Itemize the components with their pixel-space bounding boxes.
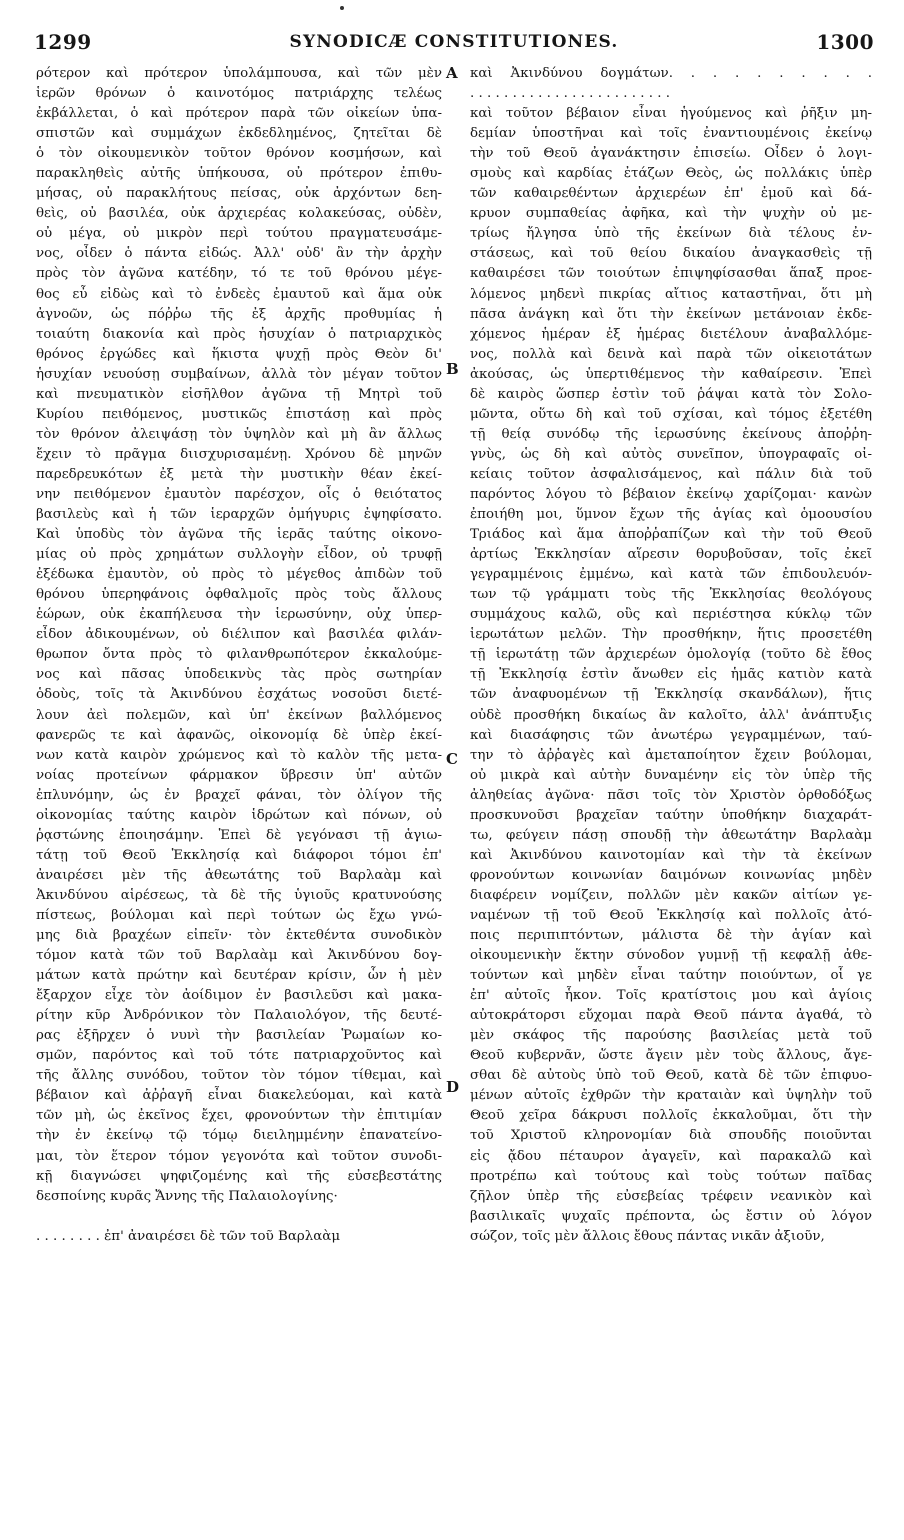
right-column-line: Θεοῦ χεῖρα δάκρυσι πολλοῖς ἐκκαλοῦμαι, ὅτι τὴν: [470, 1108, 872, 1124]
right-column-line: οὐδὲ προσθήκη δικαίως ἂν καλοῖτο, ἀλλ' ἀνάπτυξις: [470, 707, 872, 723]
left-column-line: μάτων κατὰ πρώτην καὶ δευτέραν κρίσιν, ὧν ἡ μὲν: [36, 968, 442, 984]
left-column-line: τὸν θρόνον ἀλειψάσῃ τὸν ὑψηλὸν καὶ μὴ ἂν ἄλλως: [36, 426, 442, 442]
left-column-line: μης διὰ βραχέων εἰπεῖν· τὸν ἐκτεθέντα συνοδικὸν: [36, 928, 442, 944]
right-column-line: μὲν σκάφος τῆς παρούσης βασιλείας μετὰ τοῦ: [470, 1028, 872, 1044]
left-column-line: μίας οὐ πρὸς χρημάτων συλλογὴν εἶδον, οὐ τρυφῇ: [36, 547, 442, 563]
page-number-left: 1299: [34, 30, 92, 54]
running-title: SYNODICÆ CONSTITUTIONES.: [289, 32, 619, 52]
right-column-line: δὲ καιρὸς ὥσπερ ἐστὶν τοῦ ῥάψαι κατὰ τὸν Σολο-: [470, 386, 872, 402]
right-column-line: τῶν ἀναφυομένων τῇ Ἐκκλησίᾳ σκανδάλων), ἥτις: [470, 687, 872, 703]
right-column-line: στάσεως, καὶ τοῦ θείου δικαίου ἀναγκασθεὶς τῇ: [470, 246, 872, 262]
right-column-line: ἐποιήθη μοι, ὕμνον ἔχων τῆς ἁγίας καὶ ὁμοουσίου: [470, 507, 872, 523]
right-column-line: κείαις τοῦτον ἀσφαλισάμενος, καὶ πάλιν διὰ τοῦ: [470, 466, 872, 482]
right-column-line: ἱερωτάτων μελῶν. Τὴν προσθήκην, ἥτις προσετέθη: [470, 627, 872, 643]
left-column-line: ἑώρων, οὐκ ἐκαπήλευσα τὴν ἱερωσύνην, οὐχ ὑπερ-: [36, 607, 442, 623]
left-column-line: τοιαύτη διακονία καὶ πρὸς ἡσυχίαν ὁ πατριαρχικὸς: [36, 326, 442, 342]
left-column-line: ὁ τὸν οἰκουμενικὸν τοῦτον θρόνον κοσμήσων, καὶ: [36, 146, 442, 162]
left-column-line: ἀγνοῶν, ὡς πόῤῥω τῆς ἐξ ἀρχῆς προθυμίας ἡ: [36, 306, 442, 322]
left-column-line: [36, 1207, 442, 1227]
left-column-line: τόμον κατὰ τῶν τοῦ Βαρλαὰμ καὶ Ἀκινδύνου δογ-: [36, 948, 442, 964]
right-column-line: τῶν καθαιρεθέντων ἀρχιερέων ἐπ' ἐμοῦ καὶ δά-: [470, 186, 872, 202]
left-column-line: θρόνος ἐργώδες καὶ ἥκιστα ψυχῇ πρὸς Θεὸν δι': [36, 346, 442, 362]
right-column-line: καὶ Ἀκινδύνου δογμάτων. . . . . . . . . .: [470, 66, 872, 81]
right-column-line: σμοὺς καὶ καρδίας ἐτάζων Θεὸς, ὡς πολλάκις ὑπὲρ: [470, 166, 872, 182]
left-column-line: παρακληθεὶς αὐτῆς ὑπήκουσα, οὐ πρότερον ἐπιθυ-: [36, 166, 442, 182]
left-column-line: νην πειθόμενον ἐμαυτὸν παρέσχον, οἷς ὁ θειότατος: [36, 486, 442, 502]
left-column-line: νος, οἶδεν ὁ πάντα εἰδώς. Ἀλλ' οὐδ' ἂν τὴν ἀρχὴν: [36, 246, 442, 262]
right-column-line: ἀρτίως Ἐκκλησίαν αἵρεσιν θορυβοῦσαν, τοῖς ἐκεῖ: [470, 547, 872, 563]
right-column-line: διαφέρειν νομίζειν, πολλῶν μὲν κακῶν αἰτίων γε-: [470, 887, 872, 903]
right-column-line: μῶντα, οὕτω δὴ καὶ τοῦ σχίσαι, καὶ τόμος ἐξετέθη: [470, 406, 872, 422]
right-column-line: ζῆλον ὑπὲρ τῆς εὐσεβείας τρέφειν νεανικὸν καὶ: [470, 1188, 872, 1204]
left-column-line: δεσποίνης κυρᾶς Ἄννης τῆς Παλαιολογίνης·: [36, 1188, 338, 1204]
left-column-line: θρωπον ὄντα πρὸς τὸ φιλανθρωπότερον ἐκκαλούμε-: [36, 647, 442, 663]
left-column-line: οἰκονομίας ταύτης καιρὸν ἱδρώτων καὶ πόνων, οὐ: [36, 807, 442, 823]
left-column-line: ἐξέδωκα ἐμαυτὸν, οὐ πρὸς τὸ μέγεθος ἀπιδὼν τοῦ: [36, 567, 442, 583]
left-column-line: μαι, τὸν ἕτερον τόμον γεγονότα καὶ τοῦτον συνοδι-: [36, 1148, 442, 1164]
right-column-line: Θεοῦ κυβερνᾶν, ὥστε ἄγειν μὲν τοὺς ἄλλους, ἄγε-: [470, 1048, 872, 1064]
right-column-line: δεμίαν ὑποστῆναι καὶ τοῖς ἐναντιουμένοις ἐκείνῳ: [470, 126, 872, 142]
right-column-line: τὴν τοῦ Θεοῦ ἀγανάκτησιν ἐπισείω. Οἶδεν ὁ λογι-: [470, 146, 872, 162]
right-column-line: . . . . . . . . . . . . . . . . . . . . . . . .: [470, 86, 671, 102]
left-column-line: βέβαιον καὶ ἀῤῥαγῆ εἶναι διακελεύομαι, καὶ κατὰ: [36, 1088, 442, 1104]
right-column-line: καὶ Ἀκινδύνου καινοτομίαν καὶ τὴν τὰ ἐκείνων: [470, 847, 872, 863]
right-column-line: συμμάχους καλῶ, οὓς καὶ περιέστησα κύκλῳ τῶν: [470, 607, 872, 623]
right-column-line: ναμένων τῇ τοῦ Θεοῦ Ἐκκλησίᾳ καὶ πολλοῖς ἀτό-: [470, 907, 872, 923]
left-column-line: ἔξαρχον εἶχε τὸν ἀοίδιμον ἐν βασιλεῦσι καὶ μακα-: [36, 988, 442, 1004]
right-column-line: των τῷ γράμματι τοὺς τῆς Ἐκκλησίας θεολόγους: [470, 587, 872, 603]
right-column-line: τω, φεύγειν πάσῃ σπουδῇ τὴν ἀθεωτάτην Βαρλαὰμ: [470, 827, 872, 843]
left-column-line: ἐπλυνόμην, ὡς ἐν βραχεῖ φάναι, τὸν ὀλίγον τῆς: [36, 787, 442, 803]
right-column-line: ἀκούσας, ὡς ὑπερτιθέμενος τὴν καθαίρεσιν. Ἐπεὶ: [470, 366, 872, 382]
left-column-line: τῶν μὴ, ὡς ἐκεῖνος ἔχει, φρονούντων τὴν ἐπιτιμίαν: [36, 1108, 442, 1124]
right-column-line: καὶ διασάφησις τῶν ἀνωτέρω γεγραμμένων, ταύ-: [470, 727, 872, 743]
right-column-line: καθαιρέσει τῶν τοιούτων ἐπιψηφίσασθαι ἅπαξ προε-: [470, 266, 872, 282]
right-column-line: Τριάδος καὶ ἅμα ἀποῤῥαπίζων καὶ τὴν τοῦ Θεοῦ: [470, 527, 872, 543]
right-column: [470, 64, 872, 1247]
right-column-line: τῇ Ἐκκλησίᾳ ἐστὶν ἄνωθεν εἰς ἡμᾶς κατιὸν κατὰ: [470, 667, 872, 683]
margin-marker-b: B: [446, 360, 459, 378]
right-column-line: τούντων καὶ μηδὲν εἶναι ταύτην ποιούντων, οἷ γε: [470, 968, 872, 984]
right-column-line: αὐτοκράτορσι εὔχομαι παρὰ Θεοῦ πάντα ἀγαθά, τὸ: [470, 1008, 872, 1024]
left-column-line: νος καὶ πᾶσας ὑποδεικνὺς τὰς πρὸς σωτηρίαν: [36, 667, 442, 683]
right-column-line: φρονούντων κοινωνίαν δαιμόνων κοινωνίας μηδὲν: [470, 867, 872, 883]
right-column-line: παρόντος λόγου τὸ βέβαιον ἐκείνῳ χαρίζομαι· κανὼν: [470, 486, 872, 502]
right-column-line: σθαι δὲ αὐτοὺς ὑπὸ τοῦ Θεοῦ, κατὰ δὲ τῶν ἐπιφυο-: [470, 1068, 872, 1084]
left-column-line: θρόνου ὑπερηφάνοις ὀφθαλμοῖς πρὸς τοὺς ἄλλους: [36, 587, 442, 603]
left-column-line: ρίτην κῦρ Ἀνδρόνικον τὸν Παλαιολόγον, τῆς δευτέ-: [36, 1008, 442, 1024]
left-column-line: Ἀκινδύνου αἱρέσεως, τὰ δὲ τῆς ὑγιοῦς κρατυνούσης: [36, 887, 442, 903]
left-column-line: ἔχειν τὸ πρᾶγμα διισχυρισαμένῃ. Χρόνου δὲ μηνῶν: [36, 446, 442, 462]
left-column-line: ῥᾳστώνης ἐποιησάμην. Ἐπεὶ δὲ γεγόνασι τῇ ἁγιω-: [36, 827, 442, 843]
right-column-line: την τὸ ἀῤῥαγὲς καὶ ἀμεταποίητον ἔχειν βούλομαι,: [470, 747, 872, 763]
right-column-line: ἐπ' αὐτοῖς ἧκον. Τοῖς κρατίστοις μου καὶ ἁγίοις: [470, 988, 872, 1004]
left-column-line: Καὶ ὑποδὺς τὸν ἀγῶνα τῆς ἱερᾶς ταύτης οἰκονο-: [36, 527, 442, 543]
left-column-line: νοίας προτείνων φάρμακον ὕβρεσιν ὑπ' αὐτῶν: [36, 767, 442, 783]
print-speck: [340, 6, 344, 10]
left-column-line: νων κατὰ καιρὸν χρώμενος καὶ τὸ καλὸν τῆς μετα-: [36, 747, 442, 763]
left-column-line: τὴν ἐν ἐκείνῳ τῷ τόμῳ διειλημμένην ἐπανατείνο-: [36, 1128, 442, 1144]
right-column-line: γνὺς, ὡς δὴ καὶ αὐτὸς συνεῖπον, ὑπογραφαῖς οἰ-: [470, 446, 872, 462]
right-column-line: κρυον συμπαθείας ἀφῆκα, καὶ τὴν ψυχὴν οὐ με-: [470, 206, 872, 222]
right-column-line: γεγραμμένοις ἐμμένω, καὶ κατὰ τῶν ἐπιδουλευόν-: [470, 567, 872, 583]
left-column-line: βασιλεὺς καὶ ἡ τῶν ἱεραρχῶν ὁμήγυρις ἐψηφίσατο.: [36, 507, 442, 523]
right-column-line: τῇ ἱερωτάτῃ τῶν ἀρχιερέων ὁμολογίᾳ (τοῦτο δὲ ἔθος: [470, 647, 872, 663]
right-column-line: λόμενος μηδενὶ πικρίας αἴτιος καταστῆναι, ὅτι μὴ: [470, 286, 872, 302]
right-column-line: χόμενος ἡμέραν ἐξ ἡμέρας διετέλουν ἀναβαλλόμε-: [470, 326, 872, 342]
left-column-line: σπιστῶν καὶ συμμάχων ἐκδεδλημένος, ζητεῖται δὲ: [36, 126, 442, 142]
margin-marker-d: D: [446, 1078, 460, 1096]
margin-marker-c: C: [446, 750, 458, 768]
left-column-line: οὐ μέγα, οὐ μικρὸν περὶ τούτου πραγματευσάμε-: [36, 226, 442, 242]
left-column-line: φανερῶς τε καὶ ἀφανῶς, οἰκονομίᾳ δὲ ὑπὲρ ἐκεί-: [36, 727, 442, 743]
left-column: [36, 64, 442, 1247]
left-column-line: παρεδρευκότων ἐξ μετὰ τὴν μυστικὴν θέαν ἐκεί-: [36, 466, 442, 482]
right-column-line: βασιλικαῖς ψυχαῖς πρέποντα, ὡς ἔστιν οὐ λόγον: [470, 1208, 872, 1224]
right-column-line: μένων αὐτοῖς ἐχθρῶν τὴν κραταιὰν καὶ ὑψηλὴν τοῦ: [470, 1088, 872, 1104]
left-column-line: πίστεως, βούλομαι καὶ περὶ τούτων ὡς ἔχω γνώ-: [36, 907, 442, 923]
right-column-line: καὶ τοῦτον βέβαιον εἶναι ἡγούμενος καὶ ῥῆξιν μη-: [470, 106, 872, 122]
left-column-line: τάτῃ τοῦ Θεοῦ Ἐκκλησίᾳ καὶ διάφοροι τόμοι ἐπ': [36, 847, 442, 863]
right-column-line: προσκυνοῦσι βραχεῖαν ταύτην ὑποθήκην διαχαράτ-: [470, 807, 872, 823]
left-column-line: ἀναιρέσει μὲν τῆς ἀθεωτάτης τοῦ Βαρλαὰμ καὶ: [36, 867, 442, 883]
right-column-line: οἰκουμενικὴν ἕκτην σύνοδον γυμνῇ τῇ κεφαλῇ ἀθε-: [470, 948, 872, 964]
right-column-line: ἀληθείας ἀγῶνα· πᾶσι τοῖς τὸν Χριστὸν ὀρθοδόξως: [470, 787, 872, 803]
left-column-line: ἐκβάλλεται, ὁ καὶ πρότερον παρὰ τῶν οἰκείων ὑπα-: [36, 106, 442, 122]
right-column-line: νος, πολλὰ καὶ δεινὰ καὶ παρὰ τῶν οἰκειοτάτων: [470, 346, 872, 362]
left-column-line: ρότερον καὶ πρότερον ὑπολάμπουσα, καὶ τῶν μὲν: [36, 66, 442, 81]
left-column-line: ὁδοὺς, τοῖς τὰ Ἀκινδύνου ἐσχάτως νοσοῦσι διετέ-: [36, 687, 442, 703]
right-column-line: προτρέπω καὶ τούτους καὶ τοὺς τούτων παῖδας: [470, 1168, 872, 1184]
left-column-line: εἶδον ἀδικουμένων, οὐ διέλιπον καὶ βασιλέα φιλάν-: [36, 627, 442, 643]
page-number-right: 1300: [816, 30, 874, 54]
right-column-line: τοῦ Χριστοῦ κληρονομίαν διὰ σπουδῆς ποιοῦνται: [470, 1128, 872, 1144]
left-column-line: κῇ διαγνώσει ψηφιζομένης καὶ τῆς εὐσεβεστάτης: [36, 1168, 442, 1184]
right-column-line: εἰς ᾄδου πέταυρον ἀγαγεῖν, καὶ παρακαλῶ καὶ: [470, 1148, 872, 1164]
left-column-line: τῆς ἄλλης συνόδου, τοῦτον τὸν τόμον τίθεμαι, καὶ: [36, 1068, 442, 1084]
left-column-line: σμῶν, παρόντος καὶ τοῦ τότε πατριαρχοῦντος καὶ: [36, 1048, 442, 1064]
right-column-line: ποις περιπιπτόντων, μάλιστα δὲ τὴν ἁγίαν καὶ: [470, 928, 872, 944]
left-column-line: θος εὖ εἰδὼς καὶ τὸ ἐνδεὲς ἐμαυτοῦ καὶ ἅμα οὐκ: [36, 286, 442, 302]
right-column-line: σώζον, τοῖς μὲν ἄλλοις ἔθους πάντας νικᾶν ἀξιοῦν,: [470, 1228, 825, 1244]
left-column-line: . . . . . . . . ἐπ' ἀναιρέσει δὲ τῶν τοῦ Βαρλαὰμ: [36, 1228, 341, 1244]
right-column-line: τῇ θείᾳ συνόδῳ τῆς ἱερωσύνης ἐκείνους ἀποῤῥη-: [470, 426, 872, 442]
right-column-line: οὐ μικρὰ καὶ αὐτὴν δυναμένην εἰς τὸν ὑπὲρ τῆς: [470, 767, 872, 783]
left-column-line: Κυρίου πειθόμενος, μυστικῶς ἐπιστάσῃ καὶ πρὸς: [36, 406, 442, 422]
left-column-line: μήσας, οὐ παρακλήτους πείσας, οὐκ ἀρχόντων δεη-: [36, 186, 442, 202]
left-column-line: ἡσυχίαν νευούσῃ συμβαίνων, ἀλλὰ τὸν μέγαν τοῦτον: [36, 366, 442, 382]
right-column-line: πᾶσα ἀνάγκη καὶ ὅτι τὴν ἐκείνων μετάνοιαν ἐκδε-: [470, 306, 872, 322]
right-column-line: τρίως ἤλγησα ὑπὸ τῆς ἐκείνων διὰ τέλους ἐν-: [470, 226, 872, 242]
left-column-line: καὶ πνευματικὸν εἰσῆλθον ἀγῶνα τῇ Μητρὶ τοῦ: [36, 386, 442, 402]
left-column-line: λουν ἀεὶ πολεμῶν, καὶ ὑπ' ἐκείνων βαλλόμενος: [36, 707, 442, 723]
left-column-line: θεὶς, οὐ βασιλέα, οὐκ ἀρχιερέας κολακεύσας, οὐδὲν,: [36, 206, 442, 222]
left-column-line: πρὸς τὸν ἀγῶνα κατέδην, τό τε τοῦ θρόνου μέγε-: [36, 266, 442, 282]
left-column-line: ρας ἐξῆρχεν ὁ νυνὶ τὴν βασιλείαν Ῥωμαίων κο-: [36, 1028, 442, 1044]
margin-marker-a: A: [446, 64, 458, 82]
left-column-line: ἱερῶν θρόνων ὁ καινοτόμος πατριάρχης τελέως: [36, 86, 442, 102]
page-header: [34, 30, 874, 60]
